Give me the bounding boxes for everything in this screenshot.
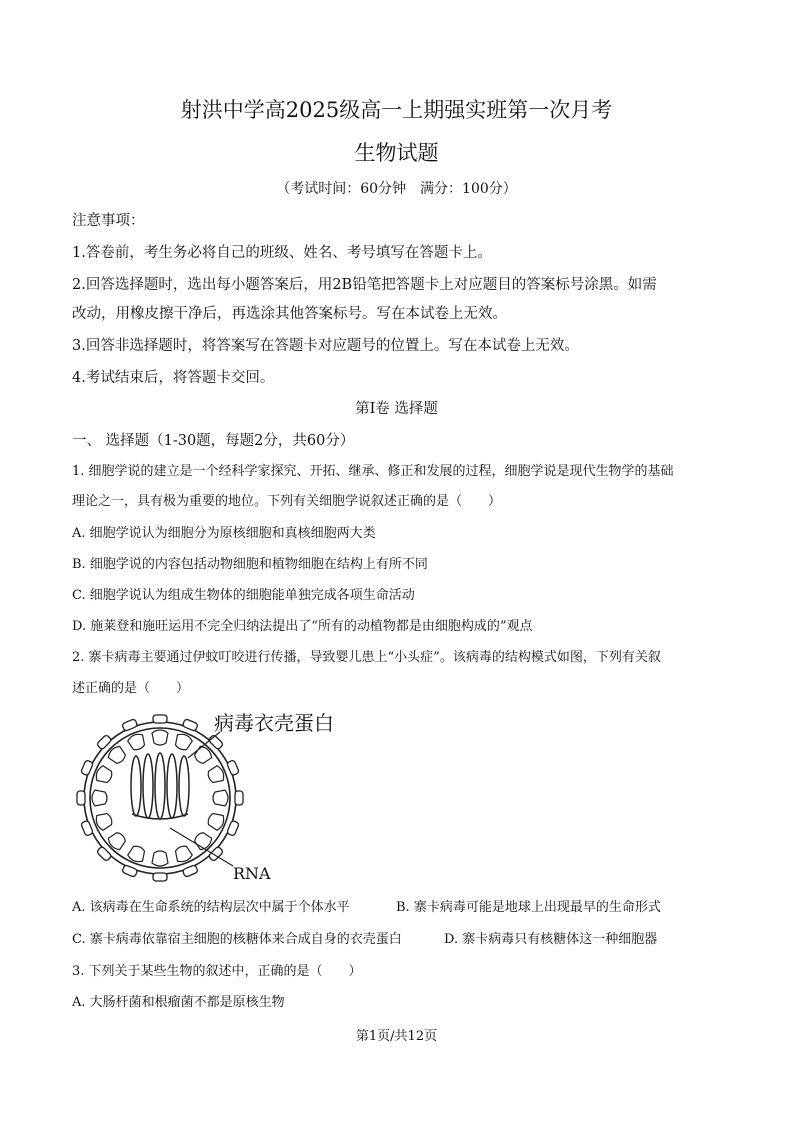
capsid-knob [182, 719, 198, 732]
question-1-option-b: B. 细胞学说的内容包括动物细胞和植物细胞在结构上有所不同 [72, 557, 428, 572]
capsid-knob [235, 791, 243, 805]
capsid-knob [227, 760, 240, 776]
question-2-stem-line-2: 述正确的是（ ） [72, 681, 190, 696]
capsid-knob [153, 715, 167, 723]
capsid-knob [227, 820, 240, 836]
exam-title: 射洪中学高2025级高一上期强实班第一次月考 [180, 98, 613, 122]
question-2-option-c: C. 寨卡病毒依靠宿主细胞的核糖体来合成自身的衣壳蛋白 [72, 932, 402, 947]
capsid-knob [77, 791, 85, 805]
notice-item-3: 3.回答非选择题时，将答案写在答题卡对应题号的位置上。写在本试卷上无效。 [72, 338, 579, 354]
capsid-protein-unit [106, 830, 128, 852]
capsid-knob [153, 873, 167, 881]
notice-item-4: 4.考试结束后，将答题卡交回。 [72, 370, 275, 386]
question-2-stem-line-1: 2. 寨卡病毒主要通过伊蚊叮咬进行传播，导致婴儿患上“小头症”。该病毒的结构模式如图，下列有关叙 [72, 650, 661, 665]
part-heading: 一、 选择题（1-30题，每题2分，共60分） [72, 433, 355, 449]
label-rna: RNA [233, 864, 271, 883]
question-2-option-d: D. 寨卡病毒只有核糖体这一种细胞器 [444, 932, 658, 947]
capsid-knob [122, 719, 138, 732]
virus-rna [131, 753, 189, 819]
capsid-proteins [77, 715, 243, 881]
capsid-protein-unit [106, 744, 128, 766]
notice-heading: 注意事项： [72, 213, 145, 229]
capsid-knob [81, 820, 94, 836]
question-1-option-c: C. 细胞学说认为组成生物体的细胞能单独完成各项生命活动 [72, 588, 415, 603]
capsid-knob [96, 846, 112, 862]
question-3-stem: 3. 下列关于某些生物的叙述中，正确的是（ ） [72, 964, 362, 979]
capsid-knob [208, 734, 224, 750]
label-capsid-protein: 病毒衣壳蛋白 [214, 711, 334, 735]
capsid-protein-unit [152, 851, 168, 866]
notice-item-2-cont: 改动，用橡皮擦干净后，再选涂其他答案标号。写在本试卷上无效。 [72, 306, 507, 322]
question-3-option-a: A. 大肠杆菌和根瘤菌不都是原核生物 [72, 995, 285, 1010]
question-1-stem-line-1: 1. 细胞学说的建立是一个经科学家探究、开拓、继承、修正和发展的过程，细胞学说是现代生物学的基础 [72, 464, 674, 479]
question-1-stem-line-2: 理论之一，具有极为重要的地位。下列有关细胞学说叙述正确的是（ ） [72, 494, 502, 509]
capsid-protein-unit [213, 790, 228, 806]
question-2-option-a: A. 该病毒在生命系统的结构层次中属于个体水平 [72, 900, 350, 915]
exam-time-info: （考试时间：60分钟 满分：100分） [276, 181, 517, 197]
notice-item-2: 2.回答选择题时，选出每小题答案后，用2B铅笔把答题卡上对应题目的答案标号涂黑。如需 [72, 277, 657, 293]
exam-subtitle: 生物试题 [354, 141, 439, 165]
capsid-protein-unit [92, 790, 107, 806]
zika-virus-figure [70, 706, 370, 891]
capsid-knob [182, 865, 198, 878]
capsid-knob [96, 734, 112, 750]
question-1-option-d: D. 施莱登和施旺运用不完全归纳法提出了“所有的动植物都是由细胞构成的”观点 [72, 619, 533, 634]
capsid-protein-unit [152, 730, 168, 745]
question-1-option-a: A. 细胞学说认为细胞分为原核细胞和真核细胞两大类 [72, 526, 376, 541]
capsid-knob [122, 865, 138, 878]
capsid-knob [81, 760, 94, 776]
section-title: 第I卷 选择题 [355, 401, 438, 417]
capsid-protein-unit [192, 744, 214, 766]
question-2-option-b: B. 寨卡病毒可能是地球上出现最早的生命形式 [396, 900, 661, 915]
notice-item-1: 1.答卷前，考生务必将自己的班级、姓名、考号填写在答题卡上。 [72, 245, 492, 261]
page-footer: 第1页/共12页 [355, 1029, 438, 1044]
